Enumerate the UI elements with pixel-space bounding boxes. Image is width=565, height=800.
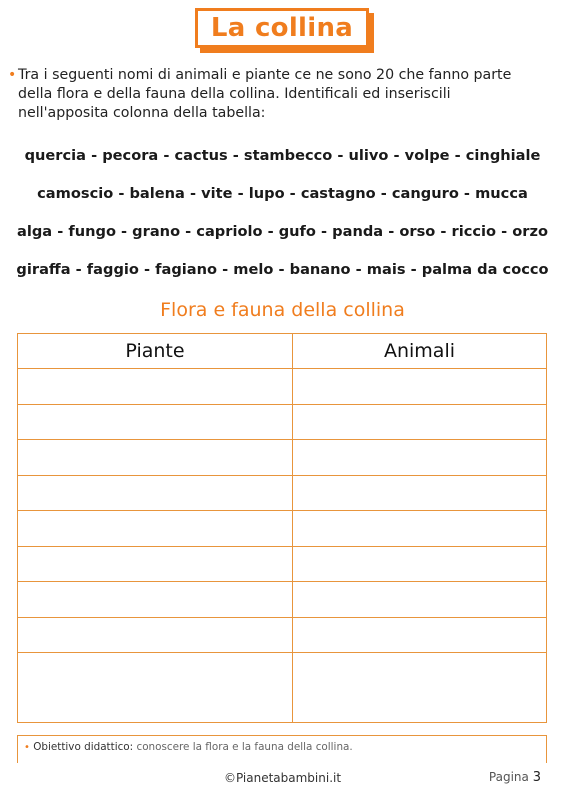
table-row (18, 617, 547, 653)
column-header-animali: Animali (293, 334, 547, 369)
animali-cell[interactable] (293, 475, 547, 511)
bullet-icon: • (8, 67, 17, 83)
piante-cell[interactable] (18, 617, 293, 653)
piante-cell[interactable] (18, 440, 293, 476)
animali-cell[interactable] (293, 546, 547, 582)
animali-cell[interactable] (293, 511, 547, 547)
page-title: La collina (210, 13, 354, 43)
animali-cell[interactable] (293, 582, 547, 618)
learning-objective-note (17, 735, 547, 763)
table-row (18, 511, 547, 547)
instructions-text: Tra i seguenti nomi di animali e piante ce ne sono 20 che fanno parte della flora e della fauna della collina. Identificali ed inseriscili nell'apposita colonna della tabella: (18, 67, 512, 121)
note-label: Obiettivo didattico: (33, 741, 134, 753)
table-row (18, 440, 547, 476)
piante-cell[interactable] (18, 404, 293, 440)
animali-cell[interactable] (293, 369, 547, 405)
piante-cell[interactable] (18, 653, 293, 723)
flora-fauna-table (17, 333, 547, 723)
title-box (195, 8, 369, 48)
word-list-line: giraffa - faggio - fagiano - melo - banano - mais - palma da cocco (16, 261, 549, 278)
word-list-line: camoscio - balena - vite - lupo - castagno - canguro - mucca (37, 185, 528, 202)
word-list-line: alga - fungo - grano - capriolo - gufo - panda - orso - riccio - orzo (17, 223, 548, 240)
table-header-row (18, 334, 547, 369)
table-row (18, 475, 547, 511)
page-number: 3 (532, 770, 541, 785)
bullet-icon: • (24, 742, 30, 753)
animali-cell[interactable] (293, 617, 547, 653)
piante-cell[interactable] (18, 511, 293, 547)
piante-cell[interactable] (18, 582, 293, 618)
page-label: Pagina (488, 770, 529, 784)
piante-cell[interactable] (18, 475, 293, 511)
table-row (18, 404, 547, 440)
piante-cell[interactable] (18, 546, 293, 582)
table-row (18, 369, 547, 405)
page-indicator (489, 770, 541, 785)
animali-cell[interactable] (293, 404, 547, 440)
table-row (18, 653, 547, 723)
table-row (18, 582, 547, 618)
note-text: conoscere la flora e la fauna della collina. (136, 741, 353, 753)
column-header-piante: Piante (18, 334, 293, 369)
footer-site: ©Pianetabambini.it (223, 771, 342, 785)
piante-cell[interactable] (18, 369, 293, 405)
word-list-line: quercia - pecora - cactus - stambecco - ulivo - volpe - cinghiale (24, 147, 541, 164)
animali-cell[interactable] (293, 440, 547, 476)
table-row (18, 546, 547, 582)
instructions (8, 66, 538, 123)
table-title: Flora e fauna della collina (160, 299, 405, 321)
animali-cell[interactable] (293, 653, 547, 723)
